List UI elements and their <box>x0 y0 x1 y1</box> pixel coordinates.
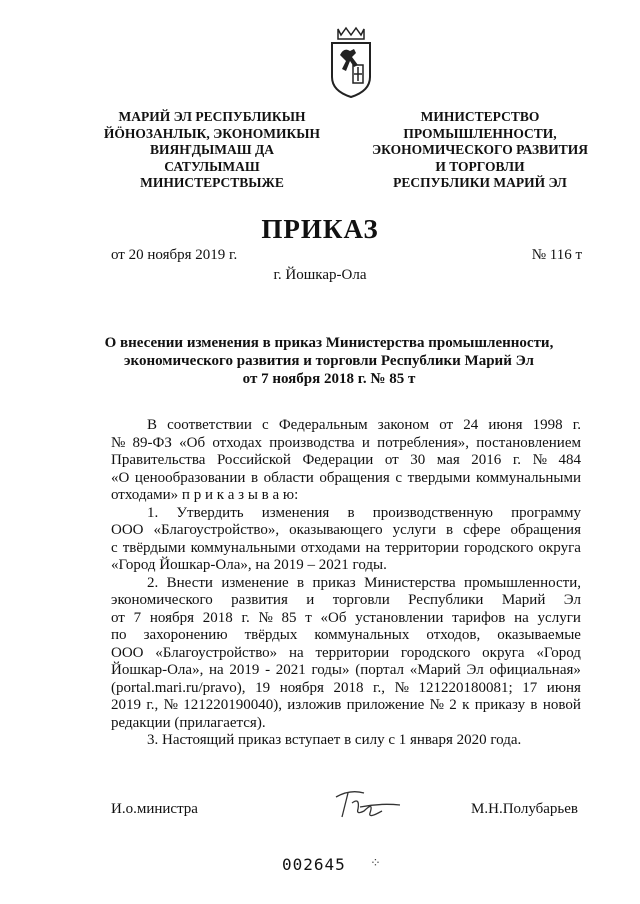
body-word: на <box>514 609 529 626</box>
body-word: годы» <box>311 662 350 678</box>
body-word: услуги <box>392 522 436 538</box>
document-subject <box>90 334 568 388</box>
body-word: городского <box>400 644 471 661</box>
body-word: «Город <box>536 644 581 661</box>
body-word: «О <box>111 469 130 486</box>
header-right-line: ЭКОНОМИЧЕСКОГО РАЗВИТИЯ <box>372 142 588 157</box>
body-word: В <box>147 417 158 433</box>
body-word: производства <box>269 434 355 451</box>
body-line <box>111 592 581 610</box>
body-word: Федеральным <box>278 417 368 433</box>
body-word: по <box>111 627 127 643</box>
body-word: городского <box>463 539 534 556</box>
body-word: твёрдыми <box>122 539 186 556</box>
body-word: территории <box>315 644 390 661</box>
body-word: и <box>361 434 370 451</box>
body-word: июня <box>546 679 581 696</box>
body-word: коммунальными <box>475 469 581 486</box>
body-word: программу <box>511 504 581 521</box>
body-word: законом <box>377 417 430 433</box>
body-word: с <box>262 417 269 433</box>
body-word: 89-ФЗ <box>132 434 172 451</box>
body-word: постановлением <box>476 434 581 451</box>
body-word: - <box>265 662 271 678</box>
body-word: (portal.mari.ru/pravo), <box>111 679 246 696</box>
body-word: г., <box>146 697 159 713</box>
body-word: 2021 <box>275 662 306 678</box>
body-line: отходами» п р и к а з ы в а ю: <box>111 487 299 503</box>
document-number: № 116 т <box>531 247 582 263</box>
body-word: (портал <box>355 662 405 678</box>
body-word: области <box>263 469 314 486</box>
body-word: в <box>530 697 538 713</box>
body-word: Йошкар-Ола», <box>111 662 204 678</box>
body-word: от <box>439 417 454 433</box>
body-word: «Об <box>320 609 347 626</box>
body-word: отходах <box>212 434 263 451</box>
body-word: коммунальных <box>314 627 410 643</box>
body-word: в <box>446 522 454 538</box>
body-word: «Благоустройство» <box>155 644 278 661</box>
body-word: приказу <box>474 697 526 713</box>
header-left-line: ЙӦНОЗАНЛЫК, ЭКОНОМИКЫН <box>103 125 321 141</box>
header-left-line: САТУЛЫМАШ <box>164 158 260 174</box>
body-word: официальная» <box>489 662 581 678</box>
body-word: Республики <box>408 592 484 608</box>
body-word: округа <box>482 644 525 661</box>
body-word: июня <box>488 417 523 433</box>
body-word: мая <box>436 452 460 468</box>
body-word: на <box>209 662 224 678</box>
body-line <box>111 452 581 470</box>
document-title: ПРИКАЗ <box>261 214 379 244</box>
body-word: 1. <box>147 504 159 521</box>
body-word: № <box>111 434 126 451</box>
body-line <box>111 575 581 593</box>
body-word: отходов, <box>426 627 481 643</box>
body-line: редакции (прилагается). <box>111 714 266 731</box>
body-word: твёрдых <box>244 627 298 643</box>
body-word: г. <box>241 609 250 626</box>
body-word: 2016 <box>471 452 502 468</box>
body-word: Российской <box>216 452 291 468</box>
body-word: оказывающего <box>289 522 383 538</box>
body-word: округа <box>538 539 581 556</box>
body-line <box>111 470 581 488</box>
body-word: обращения <box>510 522 581 538</box>
header-ministry-russian <box>360 109 600 192</box>
body-word: изменения <box>261 504 330 521</box>
body-word: ООО <box>111 644 144 661</box>
body-word: 7 <box>133 609 142 626</box>
body-word: отходами <box>300 539 361 556</box>
body-line <box>111 680 581 698</box>
body-word: Эл <box>563 592 581 608</box>
body-word: в <box>347 504 355 521</box>
body-word: 2 <box>449 697 457 713</box>
body-word: услуги <box>537 609 581 626</box>
body-line <box>111 540 581 558</box>
body-word: Внести <box>166 574 213 591</box>
body-word: производственную <box>372 504 493 521</box>
body-word: с <box>111 539 118 556</box>
body-word: 17 <box>522 679 538 696</box>
handwritten-signature <box>330 783 406 823</box>
body-word: от <box>384 452 399 468</box>
body-word: «Марий <box>409 662 461 678</box>
body-word: захоронению <box>143 627 228 643</box>
header-left-line: МИНИСТЕРСТВЫЖЕ <box>140 175 284 190</box>
coat-of-arms-emblem <box>326 25 376 100</box>
signer-name: М.Н.Полубарьев <box>471 801 578 817</box>
body-word: № <box>258 609 273 626</box>
body-word: соответствии <box>167 417 252 433</box>
body-word: «Об <box>179 434 206 451</box>
body-word: 2018 <box>202 609 233 626</box>
subject-line: О внесении изменения в приказ Министерства промышленности, <box>104 335 554 351</box>
body-word: установлении <box>355 609 444 626</box>
body-line: «Город Йошкар-Ола», на 2019 – 2021 годы. <box>111 557 387 573</box>
body-word: оказываемые <box>497 627 581 643</box>
body-word: 2018 <box>333 679 364 696</box>
header-right-line: ПРОМЫШЛЕННОСТИ, <box>403 125 557 141</box>
body-word: 85 <box>281 609 297 626</box>
body-line <box>111 417 581 435</box>
body-word: г. <box>512 452 522 468</box>
header-ministry-mari <box>102 109 322 192</box>
body-line <box>111 610 581 628</box>
body-word: на <box>365 539 381 556</box>
body-word: г., <box>373 679 385 696</box>
body-line <box>111 697 581 715</box>
document-serial-number: 002645 <box>282 855 346 874</box>
subject-line: экономического развития и торговли Республики Марий Эл <box>124 353 534 369</box>
body-word: № <box>163 697 178 713</box>
body-word: 24 <box>463 417 479 433</box>
body-word: в <box>297 574 305 591</box>
body-word: г. <box>572 417 581 433</box>
body-word: Министерства <box>364 574 456 591</box>
body-word: приказ <box>312 574 356 591</box>
body-word: с <box>395 469 403 486</box>
body-word: № <box>429 697 444 713</box>
header-right-line: МИНИСТЕРСТВО <box>420 109 540 124</box>
body-line <box>111 662 581 680</box>
body-word: изложив <box>287 697 342 713</box>
body-word: ноября <box>279 679 324 696</box>
header-right-line: РЕСПУБЛИКИ МАРИЙ ЭЛ <box>393 175 567 190</box>
stamp-mark-icon: ⁘ <box>370 855 381 870</box>
body-word: № <box>394 679 409 696</box>
body-word: Правительства <box>111 452 206 468</box>
body-line <box>111 522 581 540</box>
body-word: 121220180081; <box>418 679 513 696</box>
body-word: 1998 <box>532 417 563 433</box>
body-word: новой <box>542 697 581 713</box>
subject-line: от 7 ноября 2018 г. № 85 т <box>242 371 416 387</box>
body-word: территории <box>385 539 459 556</box>
body-word: промышленности, <box>464 574 581 591</box>
body-word: изменение <box>221 574 289 591</box>
body-word: торговли <box>332 592 390 608</box>
body-word: т <box>305 609 312 626</box>
body-line <box>111 435 581 453</box>
body-word: Марий <box>501 592 546 608</box>
body-word: ООО <box>111 522 144 538</box>
body-word: сфере <box>463 522 501 538</box>
body-word: и <box>306 592 315 608</box>
body-word: ценообразовании <box>134 469 246 486</box>
body-word: 2019 <box>111 697 141 713</box>
body-word: 2. <box>147 574 159 591</box>
body-word: обращения <box>319 469 390 486</box>
body-word: на <box>288 644 304 661</box>
body-word: 484 <box>558 452 581 468</box>
header-right-line: И ТОРГОВЛИ <box>435 158 525 174</box>
body-word: развития <box>231 592 288 608</box>
body-word: коммунальными <box>190 539 296 556</box>
body-word: 30 <box>410 452 426 468</box>
body-word: Утвердить <box>176 504 244 521</box>
body-word: 19 <box>255 679 271 696</box>
document-body <box>111 417 581 750</box>
body-line: 3. Настоящий приказ вступает в силу с 1 января 2020 года. <box>147 732 522 748</box>
header-left-line: ВИЯҤДЫМАШ ДА <box>150 142 274 157</box>
document-date: от 20 ноября 2019 г. <box>111 247 238 263</box>
body-line <box>111 505 581 523</box>
body-word: Эл <box>466 662 484 678</box>
document-city: г. Йошкар-Ола <box>273 267 367 283</box>
body-word: экономического <box>111 592 213 608</box>
body-word: тарифов <box>452 609 506 626</box>
body-word: приложение <box>346 697 425 713</box>
signer-position: И.о.министра <box>111 801 198 817</box>
body-word: потребления», <box>377 434 470 451</box>
body-word: 121220190040), <box>183 697 282 713</box>
body-line <box>111 645 581 663</box>
body-word: № <box>532 452 547 468</box>
body-word: твердыми <box>407 469 471 486</box>
header-left-line: МАРИЙ ЭЛ РЕСПУБЛИКЫН <box>118 109 306 124</box>
body-word: «Благоустройство», <box>153 522 280 538</box>
body-word: в <box>250 469 259 486</box>
body-word: Федерации <box>302 452 374 468</box>
body-word: 2019 <box>229 662 260 678</box>
body-word: от <box>111 609 125 626</box>
body-word: ноября <box>149 609 195 626</box>
body-line <box>111 627 581 645</box>
body-word: к <box>462 697 470 713</box>
